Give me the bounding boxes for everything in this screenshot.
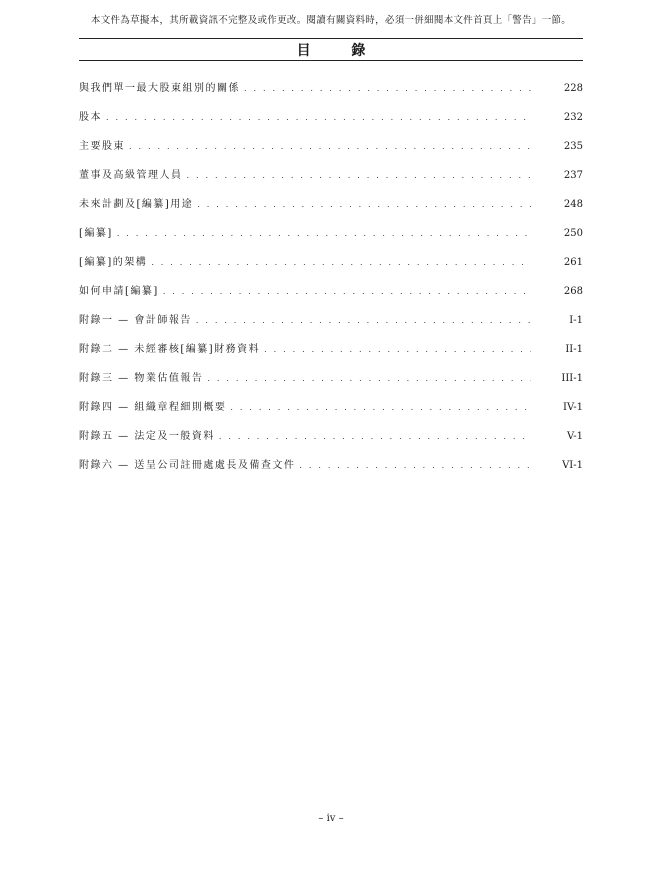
dot-leader (117, 229, 531, 238)
toc-entry-page[interactable]: 261 (563, 257, 583, 268)
toc-entry[interactable] (79, 79, 583, 108)
toc-entry-page[interactable]: 248 (563, 199, 583, 210)
toc-entry-label[interactable]: 未來計劃及[編纂]用途 (79, 199, 194, 210)
dot-leader (151, 258, 531, 267)
toc-entry[interactable] (79, 282, 583, 311)
dot-leader (207, 374, 531, 383)
page-title: 目 錄 (296, 43, 384, 59)
toc-entry[interactable] (79, 369, 583, 398)
toc-entry[interactable] (79, 224, 583, 253)
toc-entry-page[interactable]: V-1 (566, 431, 583, 442)
toc-entry-page[interactable]: 232 (563, 112, 583, 123)
toc-entry-label[interactable]: 附錄三 — 物業估值報告 (79, 373, 204, 384)
dot-leader (129, 142, 531, 151)
title-top-rule (79, 38, 583, 39)
toc-entry[interactable] (79, 195, 583, 224)
toc-entry[interactable] (79, 456, 583, 485)
toc-entry[interactable] (79, 340, 583, 369)
toc-entry-page[interactable]: 237 (563, 170, 583, 181)
toc-entry[interactable] (79, 398, 583, 427)
toc-entry-page[interactable]: VI-1 (562, 460, 583, 471)
title-bottom-rule (79, 60, 583, 61)
toc-entry-page[interactable]: I-1 (569, 315, 583, 326)
toc-entry-label[interactable]: 與我們單一最大股東組別的關係 (79, 83, 240, 94)
toc-entry-page[interactable]: III-1 (561, 373, 583, 384)
draft-notice: 本文件為草擬本，其所載資訊不完整及或作更改。閱讀有關資料時，必須一併細閱本文件首頁上「警告」一節。 (90, 15, 572, 26)
toc-entry[interactable] (79, 108, 583, 137)
toc-entry-label[interactable]: 附錄二 — 未經審核[編纂]財務資料 (79, 344, 261, 355)
dot-leader (163, 287, 531, 296)
dot-leader (299, 461, 531, 470)
dot-leader (219, 432, 531, 441)
toc-entry-label[interactable]: 股本 (79, 112, 102, 123)
toc-entry-label[interactable]: 附錄一 — 會計師報告 (79, 315, 192, 326)
toc-entry[interactable] (79, 311, 583, 340)
toc-entry-page[interactable]: 250 (563, 228, 583, 239)
dot-leader (244, 84, 531, 93)
toc-entry-label[interactable]: 如何申請[編纂] (79, 286, 159, 297)
dot-leader (230, 403, 531, 412)
toc-entry[interactable] (79, 166, 583, 195)
toc-entry-label[interactable]: [編纂]的架構 (79, 257, 148, 268)
toc-entry-label[interactable]: [編纂] (79, 228, 113, 239)
toc-entry-label[interactable]: 附錄六 — 送呈公司註冊處處長及備查文件 (79, 460, 296, 471)
toc-entry-page[interactable]: 268 (563, 286, 583, 297)
dot-leader (187, 171, 532, 180)
toc-entry-page[interactable]: II-1 (565, 344, 583, 355)
table-of-contents (79, 79, 583, 485)
dot-leader (264, 345, 531, 354)
toc-entry[interactable] (79, 253, 583, 282)
dot-leader (196, 316, 531, 325)
dot-leader (197, 200, 531, 209)
toc-entry-page[interactable]: IV-1 (563, 402, 583, 413)
toc-entry[interactable] (79, 427, 583, 456)
dot-leader (106, 113, 531, 122)
toc-entry-label[interactable]: 附錄四 — 組織章程細則概要 (79, 402, 227, 413)
toc-entry-page[interactable]: 228 (563, 83, 583, 94)
page-number: – iv – (318, 813, 344, 824)
toc-entry-label[interactable]: 董事及高級管理人員 (79, 170, 183, 181)
toc-entry-page[interactable]: 235 (563, 141, 583, 152)
toc-entry-label[interactable]: 主要股東 (79, 141, 125, 152)
toc-entry-label[interactable]: 附錄五 — 法定及一般資料 (79, 431, 215, 442)
toc-entry[interactable] (79, 137, 583, 166)
